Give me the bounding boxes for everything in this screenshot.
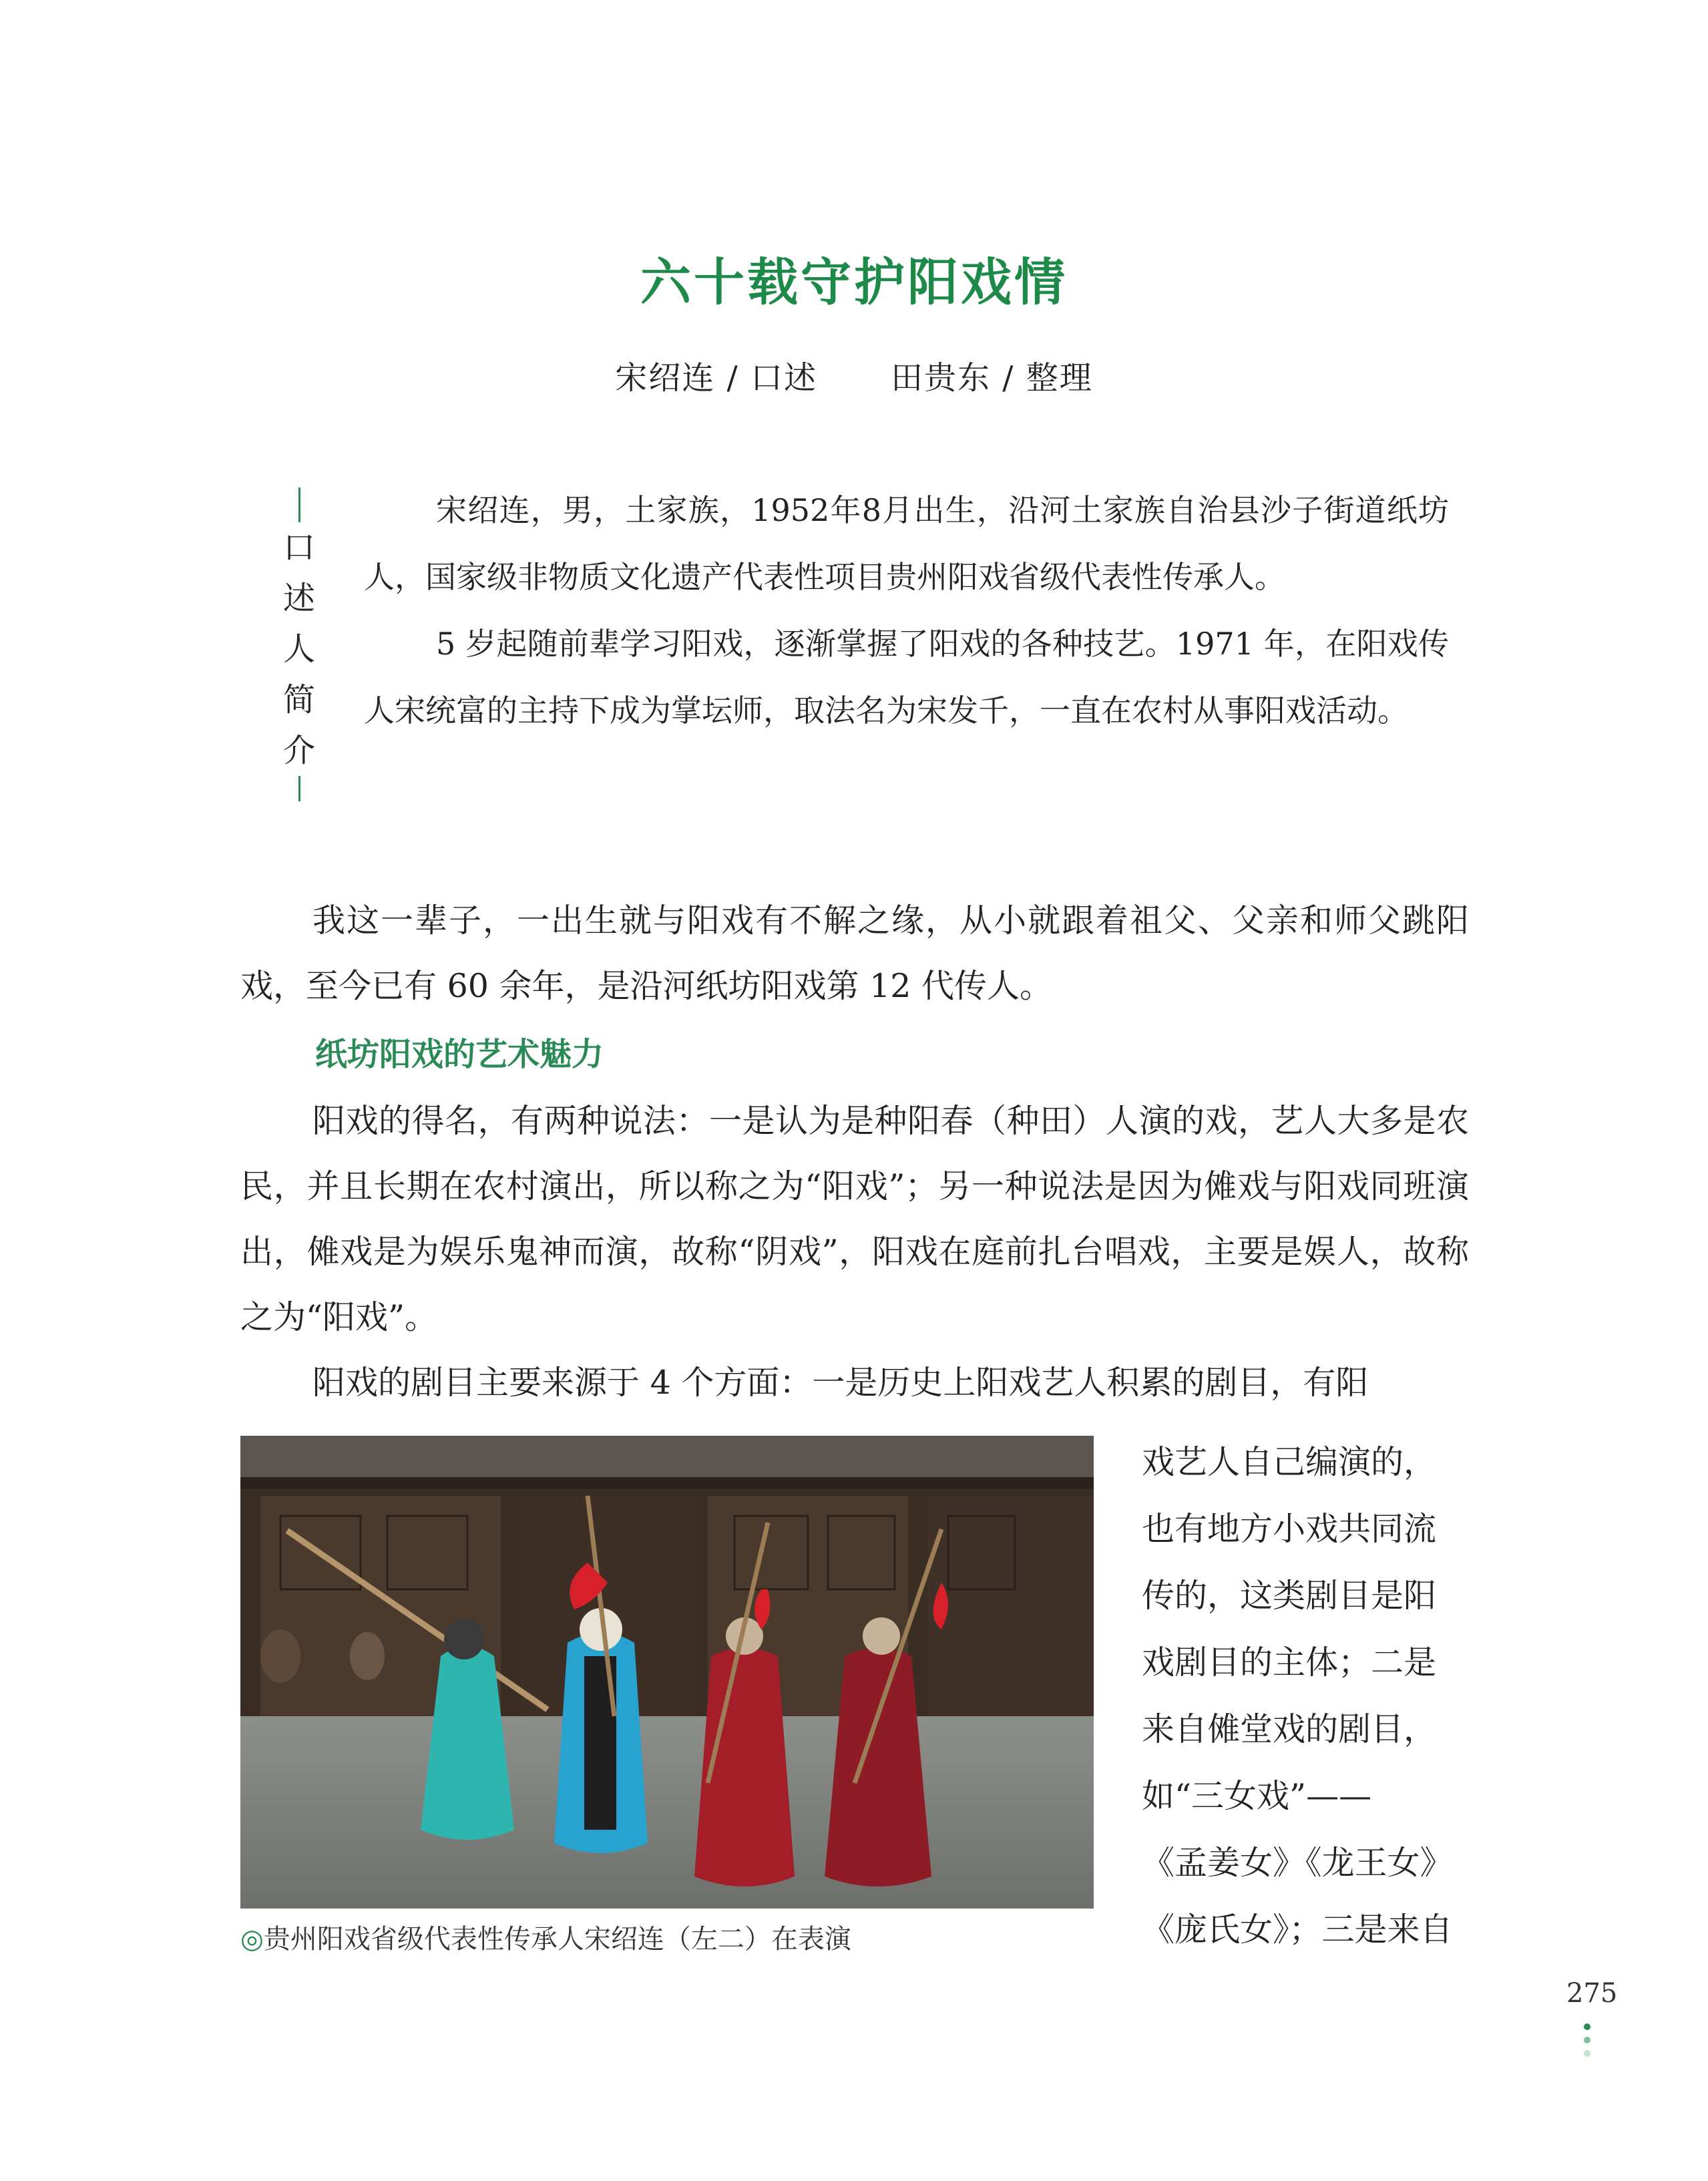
body-paragraph: 阳戏的得名，有两种说法：一是认为是种阳春（种田）人演的戏，艺人大多是农民，并且长期在农村演出，所以称之为“阳戏”；另一种说法是因为傩戏与阳戏同班演出，傩戏是为娱乐鬼神而演，故称“阴戏”，阳戏在庭前扎台唱戏，主要是娱人，故称之为“阳戏”。 [240, 1102, 1469, 1336]
intro-paragraph: 我这一辈子，一出生就与阳戏有不解之缘，从小就跟着祖父、父亲和师父跳阳戏，至今已有 60 余年，是沿河纸坊阳戏第 12 代传人。 [240, 902, 1469, 1005]
section-body [240, 1088, 1469, 1416]
narrator-bio [364, 477, 1449, 744]
editor-credit: 田贵东 / 整理 [891, 359, 1093, 397]
performance-photo [240, 1436, 1094, 1909]
body-paragraph: 阳戏的剧目主要来源于 4 个方面：一是历史上阳戏艺人积累的剧目，有阳 [312, 1364, 1369, 1402]
side-line: 如“三女戏”—— [1142, 1777, 1372, 1815]
page-title: 六十载守护阳戏情 [640, 252, 1068, 312]
side-line: 《庞氏女》；三是来自 [1142, 1911, 1453, 1949]
caption-mark: ◎ [240, 1924, 264, 1955]
side-line: 戏艺人自己编演的， [1142, 1443, 1437, 1481]
narrator-credit: 宋绍连 / 口述 [615, 359, 817, 397]
side-line: 传的，这类剧目是阳 [1142, 1577, 1437, 1615]
photo-caption [240, 1918, 851, 1956]
bio-paragraph: 5 岁起随前辈学习阳戏，逐渐掌握了阳戏的各种技艺。1971 年，在阳戏传人宋统富的主持下成为掌坛师，取法名为宋发千，一直在农村从事阳戏活动。 [364, 626, 1449, 729]
section-heading: 纸坊阳戏的艺术魅力 [315, 1036, 604, 1073]
photo-side-text [1142, 1429, 1469, 1963]
bio-label-char: 人 [282, 630, 315, 668]
bio-label-char: 简 [282, 681, 315, 719]
side-line: 来自傩堂戏的剧目， [1142, 1710, 1437, 1748]
caption-text: 贵州阳戏省级代表性传承人宋绍连（左二）在表演 [263, 1924, 851, 1955]
page-marker-dots [1584, 2023, 1590, 2063]
bio-label-char: 口 [282, 529, 315, 567]
bio-label-top-rule [298, 487, 300, 522]
bio-paragraph: 宋绍连，男，土家族，1952年8月出生，沿河土家族自治县沙子街道纸坊人，国家级非物质文化遗产代表性项目贵州阳戏省级代表性传承人。 [364, 492, 1449, 595]
page-number: 275 [1566, 1978, 1618, 2009]
side-line: 戏剧目的主体；二是 [1142, 1643, 1437, 1681]
bio-label-char: 述 [282, 580, 315, 618]
bio-side-label [279, 487, 319, 801]
side-line: 《孟姜女》《龙王女》 [1142, 1844, 1453, 1882]
byline [0, 352, 1708, 398]
bio-label-bottom-rule [298, 776, 300, 801]
intro-section [240, 888, 1469, 1019]
side-line: 也有地方小戏共同流 [1142, 1510, 1437, 1548]
bio-label-char: 介 [282, 732, 315, 770]
